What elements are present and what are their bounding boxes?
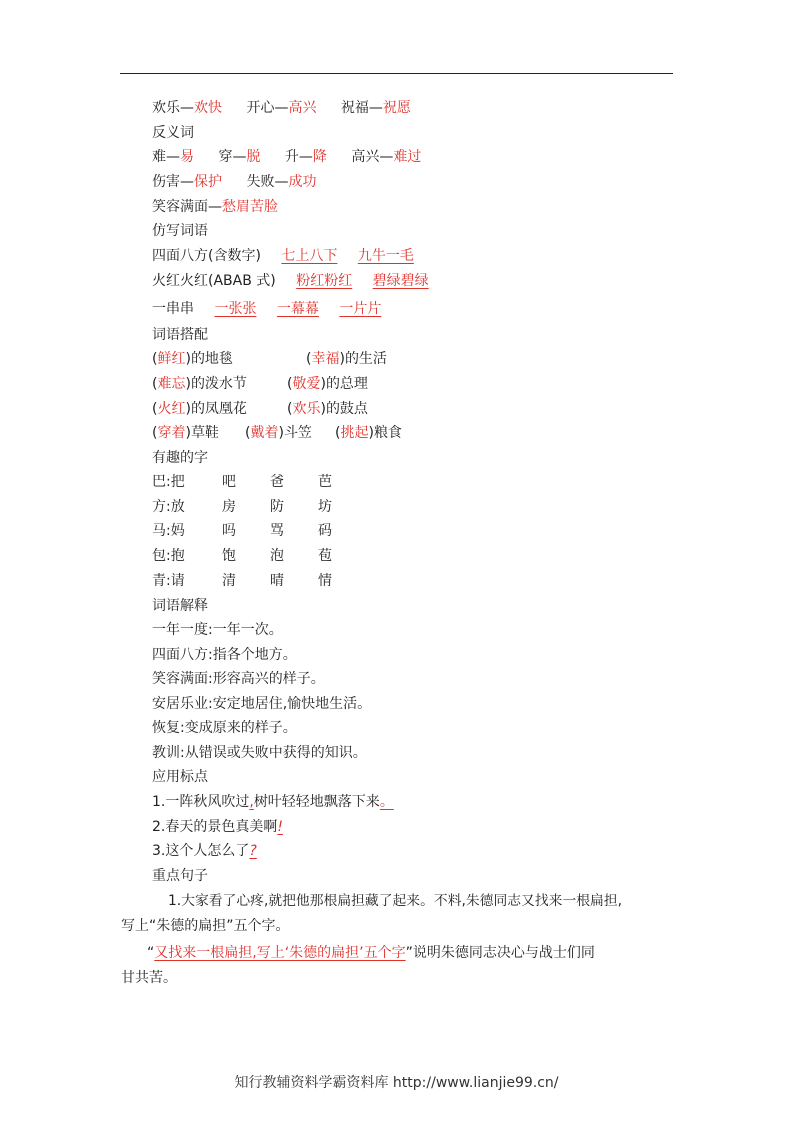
char: 吗	[222, 523, 236, 539]
dash: —	[208, 199, 222, 215]
char: 晴	[270, 573, 284, 589]
char-root: 方	[152, 499, 166, 515]
antonym-word: 笑容满面	[152, 199, 208, 215]
collocation-row: (鲜红)的地毯 (幸福)的生活	[152, 351, 387, 367]
synonym-row	[152, 98, 411, 118]
char-root: 青	[152, 573, 166, 589]
antonym-word: 高兴	[351, 149, 380, 165]
explanation-row: 恢复:变成原来的样子。	[152, 720, 297, 736]
key-quote-answer: 又找来一根扁担,写上‘朱德的扁担’五个字	[154, 945, 406, 961]
dash: —	[180, 100, 194, 116]
explanation-term: 一年一度	[152, 622, 208, 638]
key-sentence-rest: ”说明朱德同志决心与战士们同	[405, 945, 595, 961]
antonym-answer: 愁眉苦脸	[222, 199, 278, 215]
dash: —	[166, 149, 180, 165]
collocation-row: (穿着)草鞋 (戴着)斗笠 (挑起)粮食	[152, 425, 402, 441]
char-root: 巴	[152, 474, 166, 490]
explanation-row: 一年一度:一年一次。	[152, 622, 283, 638]
char: 房	[222, 499, 236, 515]
antonym-row	[152, 147, 421, 167]
punct-row	[152, 841, 257, 861]
collocation-answer: 火红	[157, 401, 186, 417]
imitate-row	[152, 246, 414, 266]
collocation-tail: 的鼓点	[325, 401, 368, 417]
synonym-answer: 欢快	[194, 100, 222, 116]
item-number: 2.	[152, 819, 166, 835]
explanation-meaning: 变成原来的样子。	[184, 720, 297, 736]
char: 泡	[270, 548, 284, 564]
footer-watermark: 知行教辅资料学霸资料库 http://www.lianjie99.cn/	[234, 1075, 559, 1091]
collocation-tail: 草鞋	[190, 425, 219, 441]
imitate-answer: 七上八下	[281, 248, 338, 264]
collocation-tail: 斗笠	[283, 425, 312, 441]
collocation-tail: 的泼水节	[190, 376, 247, 392]
synonym-word: 祝福	[340, 100, 369, 116]
imitate-answer: 一片片	[339, 301, 382, 317]
antonym-answer: 成功	[288, 174, 317, 190]
collocation-row: (火红)的凤凰花 (欢乐)的鼓点	[152, 401, 368, 417]
dash: —	[274, 100, 289, 116]
item-number: 1.	[152, 794, 166, 810]
collocation-tail: 的凤凰花	[190, 401, 247, 417]
antonym-answer: 难过	[393, 149, 422, 165]
antonym-word: 失败	[246, 174, 275, 190]
antonym-word: 难	[152, 149, 166, 165]
section-heading: 应用标点	[152, 769, 208, 785]
antonym-row	[152, 172, 316, 192]
explanation-term: 笑容满面	[152, 671, 208, 687]
dash: —	[232, 149, 247, 165]
punct-row	[152, 792, 404, 812]
imitate-answer: 粉红粉红	[296, 273, 353, 289]
synonym-word: 开心	[246, 100, 275, 116]
punct-row	[152, 817, 283, 837]
fun-chars-row: 马:妈 吗 骂 码	[152, 523, 332, 539]
char-root: 马	[152, 523, 166, 539]
quote-mark: “	[147, 945, 155, 961]
imitate-answer: 一张张	[214, 301, 257, 317]
synonym-answer: 祝愿	[382, 100, 411, 116]
collocation-answer: 难忘	[157, 376, 186, 392]
antonym-answer: 易	[180, 149, 194, 165]
synonym-answer: 高兴	[288, 100, 317, 116]
char: 清	[222, 573, 236, 589]
punct-text: 一阵秋风吹过	[165, 794, 250, 810]
collocation-answer: 戴着	[250, 425, 279, 441]
char: 请	[170, 573, 185, 589]
imitate-answer: 九牛一毛	[357, 248, 414, 264]
key-sentence: 1.大家看了心疼,就把他那根扁担藏了起来。不料,朱德同志又找来一根扁担,	[168, 893, 623, 909]
synonym-word: 欢乐	[152, 100, 180, 116]
header-rule	[120, 73, 673, 74]
antonym-answer: 保护	[194, 174, 222, 190]
punct-answer: 。	[379, 794, 394, 810]
antonym-word: 升	[284, 149, 299, 165]
key-sentence: 写上“朱德的扁担”五个字。	[121, 918, 290, 934]
char: 苞	[318, 548, 332, 564]
explanation-meaning: 形容高兴的样子。	[212, 671, 325, 687]
fun-chars-row: 巴:把 吧 爸 芭	[152, 474, 332, 490]
imitate-row	[152, 271, 429, 291]
collocation-answer: 穿着	[157, 425, 186, 441]
punct-text: 这个人怎么了	[165, 843, 250, 859]
char: 芭	[318, 474, 332, 490]
dash: —	[274, 174, 289, 190]
imitate-prompt: 火红火红(ABAB 式)	[152, 273, 276, 289]
punct-text: 春天的景色真美啊	[165, 819, 278, 835]
antonym-word: 穿	[218, 149, 233, 165]
collocation-answer: 鲜红	[157, 351, 186, 367]
section-heading: 有趣的字	[152, 450, 208, 466]
explanation-meaning: 一年一次。	[212, 622, 283, 638]
char: 骂	[270, 523, 284, 539]
explanation-meaning: 从错误或失败中获得的知识。	[184, 745, 367, 761]
char: 情	[318, 573, 332, 589]
explanation-meaning: 安定地居住,愉快地生活。	[212, 696, 372, 712]
antonym-row	[152, 197, 278, 217]
antonym-word: 伤害	[152, 174, 180, 190]
key-sentence	[147, 943, 595, 963]
collocation-answer: 敬爱	[292, 376, 321, 392]
char: 抱	[170, 548, 185, 564]
char: 妈	[170, 523, 185, 539]
punct-answer: ?	[249, 843, 257, 859]
explanation-term: 安居乐业	[152, 696, 208, 712]
imitate-row	[152, 299, 381, 319]
section-heading: 词语搭配	[152, 327, 208, 343]
collocation-answer: 幸福	[311, 351, 340, 367]
char: 吧	[222, 474, 236, 490]
antonym-answer: 脱	[246, 149, 261, 165]
key-sentence: 甘共苦。	[121, 970, 177, 986]
dash: —	[368, 100, 383, 116]
explanation-term: 恢复	[152, 720, 180, 736]
explanation-meaning: 指各个地方。	[212, 647, 297, 663]
dash: —	[298, 149, 313, 165]
section-heading: 词语解释	[152, 598, 208, 614]
collocation-row: (难忘)的泼水节 (敬爱)的总理	[152, 376, 368, 392]
char-root: 包	[152, 548, 166, 564]
imitate-prompt: 四面八方(含数字)	[152, 248, 261, 264]
collocation-tail: 的生活	[344, 351, 387, 367]
explanation-row: 笑容满面:形容高兴的样子。	[152, 671, 325, 687]
item-number: 3.	[152, 843, 166, 859]
imitate-answer: 一幕幕	[276, 301, 319, 317]
collocation-tail: 粮食	[373, 425, 402, 441]
section-heading: 仿写词语	[152, 223, 208, 239]
char: 放	[170, 499, 185, 515]
explanation-row: 四面八方:指各个地方。	[152, 647, 297, 663]
section-heading: 反义词	[152, 125, 194, 141]
explanation-row: 教训:从错误或失败中获得的知识。	[152, 745, 367, 761]
char: 码	[318, 523, 332, 539]
collocation-tail: 的总理	[325, 376, 368, 392]
char: 坊	[318, 499, 332, 515]
collocation-answer: 欢乐	[292, 401, 321, 417]
imitate-prompt: 一串串	[152, 301, 194, 317]
collocation-tail: 的地毯	[190, 351, 233, 367]
punct-text: 树叶轻轻地飘落下来	[253, 794, 380, 810]
explanation-term: 教训	[152, 745, 180, 761]
punct-answer: !	[277, 819, 283, 835]
punct-answer: ,	[249, 794, 254, 810]
char: 防	[270, 499, 284, 515]
antonym-answer: 降	[312, 149, 327, 165]
section-heading: 重点句子	[152, 868, 208, 884]
fun-chars-row: 青:请 清 晴 情	[152, 573, 332, 589]
imitate-answer: 碧绿碧绿	[372, 273, 429, 289]
char: 饱	[222, 548, 236, 564]
fun-chars-row: 包:抱 饱 泡 苞	[152, 548, 332, 564]
fun-chars-row: 方:放 房 防 坊	[152, 499, 332, 515]
explanation-row: 安居乐业:安定地居住,愉快地生活。	[152, 696, 372, 712]
explanation-term: 四面八方	[152, 647, 208, 663]
dash: —	[379, 149, 394, 165]
collocation-answer: 挑起	[340, 425, 369, 441]
char: 把	[170, 474, 185, 490]
char: 爸	[270, 474, 284, 490]
dash: —	[180, 174, 194, 190]
